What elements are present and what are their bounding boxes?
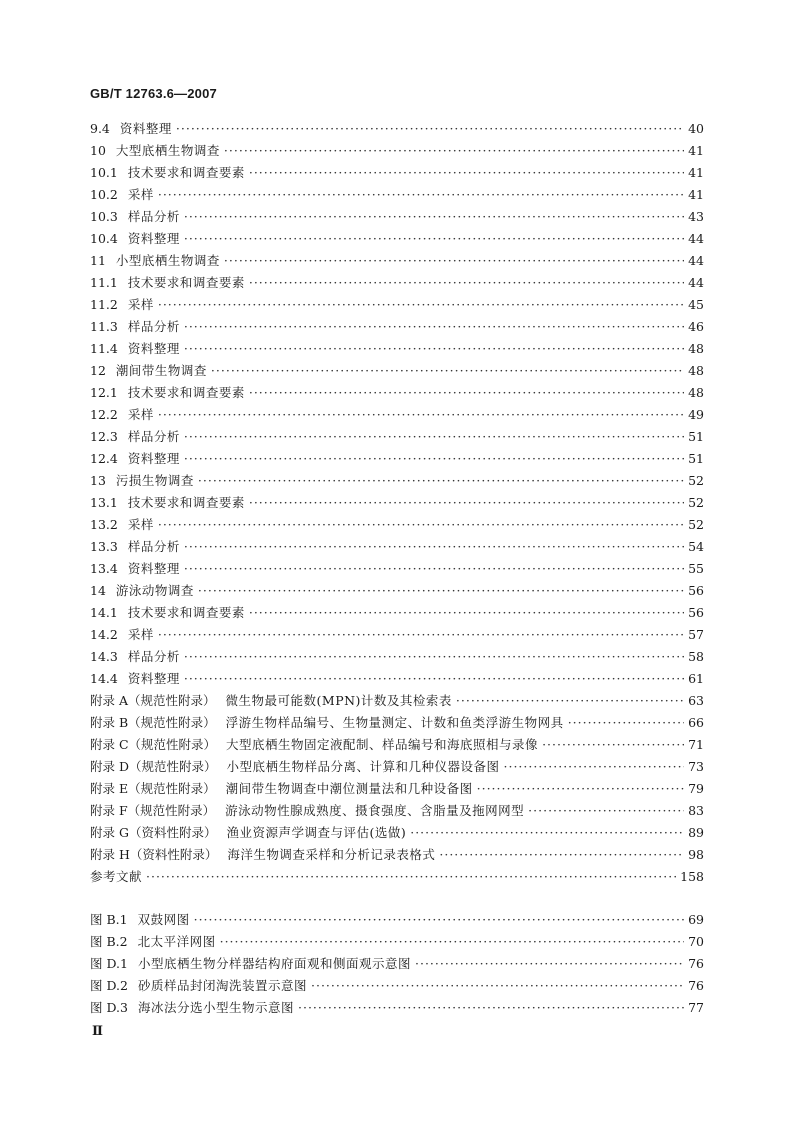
figure-entry[interactable]: [90, 909, 704, 931]
dot-leader: [439, 844, 684, 866]
entry-page: 52: [688, 473, 704, 488]
toc-entry[interactable]: [90, 382, 704, 404]
figure-entry[interactable]: [90, 975, 704, 997]
entry-number: 10.4: [90, 231, 118, 246]
dot-leader: [542, 734, 684, 756]
entry-page: 48: [688, 385, 704, 400]
figure-entry[interactable]: [90, 931, 704, 953]
toc-entry[interactable]: [90, 844, 704, 866]
entry-page: 76: [688, 956, 704, 971]
dot-leader: [249, 602, 684, 624]
entry-number: 14.3: [90, 649, 118, 664]
table-of-contents: [90, 118, 704, 888]
dot-leader: [249, 272, 684, 294]
toc-entry[interactable]: [90, 250, 704, 272]
entry-number: 10.1: [90, 165, 118, 180]
dot-leader: [176, 118, 684, 140]
dot-leader: [249, 162, 684, 184]
entry-page: 48: [688, 363, 704, 378]
dot-leader: [528, 800, 684, 822]
toc-entry[interactable]: [90, 316, 704, 338]
entry-number: 附录 F（规范性附录）: [90, 803, 216, 818]
entry-title: 大型底栖生物调查: [115, 143, 220, 158]
toc-entry[interactable]: [90, 624, 704, 646]
entry-title: 采样: [127, 297, 154, 312]
toc-entry[interactable]: [90, 712, 704, 734]
entry-number: 10.2: [90, 187, 118, 202]
entry-number: 附录 E（规范性附录）: [90, 781, 216, 796]
entry-title: 采样: [127, 407, 154, 422]
toc-entry[interactable]: [90, 558, 704, 580]
entry-title: 样品分析: [127, 209, 180, 224]
entry-page: 43: [688, 209, 704, 224]
entry-page: 73: [688, 759, 704, 774]
toc-entry[interactable]: [90, 778, 704, 800]
dot-leader: [311, 975, 684, 997]
entry-number: 图 B.1: [90, 912, 128, 927]
entry-number: 11.1: [90, 275, 118, 290]
entry-page: 49: [688, 407, 704, 422]
entry-title: 参考文献: [90, 869, 143, 884]
entry-page: 44: [688, 231, 704, 246]
entry-number: 图 D.1: [90, 956, 128, 971]
toc-entry[interactable]: [90, 162, 704, 184]
dot-leader: [184, 558, 684, 580]
toc-entry[interactable]: [90, 734, 704, 756]
dot-leader: [184, 426, 684, 448]
figure-list: [90, 909, 704, 1019]
entry-number: 13.4: [90, 561, 118, 576]
toc-entry[interactable]: [90, 866, 704, 888]
dot-leader: [456, 690, 684, 712]
toc-entry[interactable]: [90, 426, 704, 448]
entry-page: 66: [688, 715, 704, 730]
dot-leader: [184, 668, 684, 690]
entry-page: 58: [688, 649, 704, 664]
entry-number: 9.4: [90, 121, 110, 136]
dot-leader: [184, 536, 684, 558]
dot-leader: [410, 822, 684, 844]
dot-leader: [249, 382, 684, 404]
toc-entry[interactable]: [90, 580, 704, 602]
entry-page: 71: [688, 737, 704, 752]
entry-title: 技术要求和调查要素: [127, 605, 245, 620]
entry-page: 77: [688, 1000, 704, 1015]
toc-entry[interactable]: [90, 470, 704, 492]
dot-leader: [568, 712, 684, 734]
dot-leader: [158, 294, 684, 316]
entry-title: 样品分析: [127, 319, 180, 334]
entry-number: 图 B.2: [90, 934, 128, 949]
toc-entry[interactable]: [90, 822, 704, 844]
dot-leader: [194, 909, 684, 931]
entry-number: 12.1: [90, 385, 118, 400]
entry-title: 技术要求和调查要素: [127, 275, 245, 290]
dot-leader: [184, 228, 684, 250]
entry-number: 图 D.2: [90, 978, 128, 993]
entry-page: 61: [688, 671, 704, 686]
entry-page: 98: [688, 847, 704, 862]
dot-leader: [184, 338, 684, 360]
entry-number: 10.3: [90, 209, 118, 224]
dot-leader: [184, 646, 684, 668]
entry-number: 13.1: [90, 495, 118, 510]
toc-entry[interactable]: [90, 690, 704, 712]
dot-leader: [184, 206, 684, 228]
entry-number: 14.4: [90, 671, 118, 686]
toc-entry[interactable]: [90, 536, 704, 558]
entry-number: 14.2: [90, 627, 118, 642]
toc-entry[interactable]: [90, 206, 704, 228]
entry-number: 附录 H（资料性附录）: [90, 847, 218, 862]
toc-entry[interactable]: [90, 272, 704, 294]
toc-entry[interactable]: [90, 184, 704, 206]
entry-number: 附录 A（规范性附录）: [90, 693, 216, 708]
entry-number: 14: [90, 583, 106, 598]
entry-number: 14.1: [90, 605, 118, 620]
entry-page: 56: [688, 583, 704, 598]
entry-title: 小型底栖生物样品分离、计算和几种仪器设备图: [226, 759, 500, 774]
entry-title: 资料整理: [127, 341, 180, 356]
toc-entry[interactable]: [90, 360, 704, 382]
entry-page: 45: [688, 297, 704, 312]
dot-leader: [249, 492, 684, 514]
entry-number: 12.2: [90, 407, 118, 422]
entry-page: 41: [688, 165, 704, 180]
entry-title: 游泳动物调查: [115, 583, 194, 598]
dot-leader: [158, 404, 684, 426]
toc-entry[interactable]: [90, 140, 704, 162]
entry-title: 采样: [127, 187, 154, 202]
toc-entry[interactable]: [90, 646, 704, 668]
entry-title: 技术要求和调查要素: [127, 385, 245, 400]
entry-title: 技术要求和调查要素: [127, 495, 245, 510]
entry-page: 83: [688, 803, 704, 818]
toc-entry[interactable]: [90, 668, 704, 690]
toc-entry[interactable]: [90, 338, 704, 360]
entry-title: 潮间带生物调查: [115, 363, 207, 378]
entry-title: 渔业资源声学调查与评估(选做): [226, 825, 407, 840]
entry-number: 13.2: [90, 517, 118, 532]
dot-leader: [415, 953, 684, 975]
entry-number: 图 D.3: [90, 1000, 128, 1015]
entry-title: 资料整理: [127, 231, 180, 246]
entry-title: 海洋生物调查采样和分析记录表格式: [227, 847, 436, 862]
dot-leader: [184, 448, 684, 470]
entry-page: 44: [688, 275, 704, 290]
dot-leader: [504, 756, 685, 778]
entry-title: 浮游生物样品编号、生物量测定、计数和鱼类浮游生物网具: [225, 715, 564, 730]
entry-title: 污损生物调查: [115, 473, 194, 488]
dot-leader: [298, 997, 684, 1019]
document-id-header: GB/T 12763.6—2007: [90, 86, 217, 101]
entry-title: 资料整理: [127, 561, 180, 576]
toc-entry[interactable]: [90, 602, 704, 624]
toc-entry[interactable]: [90, 118, 704, 140]
entry-page: 51: [688, 429, 704, 444]
dot-leader: [211, 360, 684, 382]
entry-page: 54: [688, 539, 704, 554]
toc-entry[interactable]: [90, 800, 704, 822]
dot-leader: [477, 778, 684, 800]
entry-title: 海冰法分选小型生物示意图: [137, 1000, 294, 1015]
entry-number: 13: [90, 473, 106, 488]
toc-entry[interactable]: [90, 448, 704, 470]
entry-page: 41: [688, 143, 704, 158]
entry-title: 小型底栖生物调查: [115, 253, 220, 268]
entry-title: 资料整理: [119, 121, 172, 136]
entry-page: 40: [688, 121, 704, 136]
entry-page: 51: [688, 451, 704, 466]
figure-entry[interactable]: [90, 953, 704, 975]
entry-page: 79: [688, 781, 704, 796]
entry-page: 55: [688, 561, 704, 576]
toc-entry[interactable]: [90, 756, 704, 778]
entry-page: 46: [688, 319, 704, 334]
entry-page: 56: [688, 605, 704, 620]
entry-title: 北太平洋网图: [137, 934, 216, 949]
entry-page: 48: [688, 341, 704, 356]
entry-page: 63: [688, 693, 704, 708]
entry-number: 附录 B（规范性附录）: [90, 715, 216, 730]
entry-title: 样品分析: [127, 429, 180, 444]
toc-entry[interactable]: [90, 514, 704, 536]
entry-title: 样品分析: [127, 539, 180, 554]
entry-number: 11.3: [90, 319, 118, 334]
dot-leader: [146, 866, 676, 888]
entry-number: 11.4: [90, 341, 118, 356]
dot-leader: [158, 624, 684, 646]
entry-page: 57: [688, 627, 704, 642]
toc-entry[interactable]: [90, 492, 704, 514]
entry-number: 12.3: [90, 429, 118, 444]
entry-title: 大型底栖生物固定液配制、样品编号和海底照相与录像: [226, 737, 539, 752]
entry-title: 砂质样品封闭淘洗装置示意图: [137, 978, 307, 993]
entry-number: 12: [90, 363, 106, 378]
toc-entry[interactable]: [90, 404, 704, 426]
dot-leader: [224, 140, 684, 162]
entry-title: 双鼓网图: [137, 912, 190, 927]
entry-number: 12.4: [90, 451, 118, 466]
entry-page: 70: [688, 934, 704, 949]
dot-leader: [158, 184, 684, 206]
dot-leader: [220, 931, 684, 953]
entry-page: 44: [688, 253, 704, 268]
entry-page: 52: [688, 495, 704, 510]
entry-title: 小型底栖生物分样器结构府面观和侧面观示意图: [137, 956, 411, 971]
entry-page: 52: [688, 517, 704, 532]
entry-page: 76: [688, 978, 704, 993]
entry-title: 资料整理: [127, 451, 180, 466]
entry-number: 13.3: [90, 539, 118, 554]
entry-title: 微生物最可能数(MPN)计数及其检索表: [225, 693, 452, 708]
entry-number: 10: [90, 143, 106, 158]
toc-entry[interactable]: [90, 228, 704, 250]
entry-title: 技术要求和调查要素: [127, 165, 245, 180]
dot-leader: [158, 514, 684, 536]
entry-title: 资料整理: [127, 671, 180, 686]
entry-page: 41: [688, 187, 704, 202]
entry-title: 采样: [127, 517, 154, 532]
entry-number: 11.2: [90, 297, 118, 312]
dot-leader: [224, 250, 684, 272]
entry-number: 11: [90, 253, 106, 268]
dot-leader: [184, 316, 684, 338]
entry-title: 样品分析: [127, 649, 180, 664]
entry-title: 采样: [127, 627, 154, 642]
toc-entry[interactable]: [90, 294, 704, 316]
dot-leader: [198, 580, 684, 602]
entry-page: 69: [688, 912, 704, 927]
entry-title: 潮间带生物调查中潮位测量法和几种设备图: [225, 781, 473, 796]
entry-title: 游泳动物性腺成熟度、摄食强度、含脂量及拖网网型: [225, 803, 525, 818]
figure-entry[interactable]: [90, 997, 704, 1019]
dot-leader: [198, 470, 684, 492]
page-number: Ⅱ: [92, 1024, 103, 1039]
entry-page: 89: [688, 825, 704, 840]
entry-number: 附录 D（规范性附录）: [90, 759, 217, 774]
entry-number: 附录 G（资料性附录）: [90, 825, 217, 840]
entry-number: 附录 C（规范性附录）: [90, 737, 217, 752]
entry-page: 158: [680, 869, 704, 884]
